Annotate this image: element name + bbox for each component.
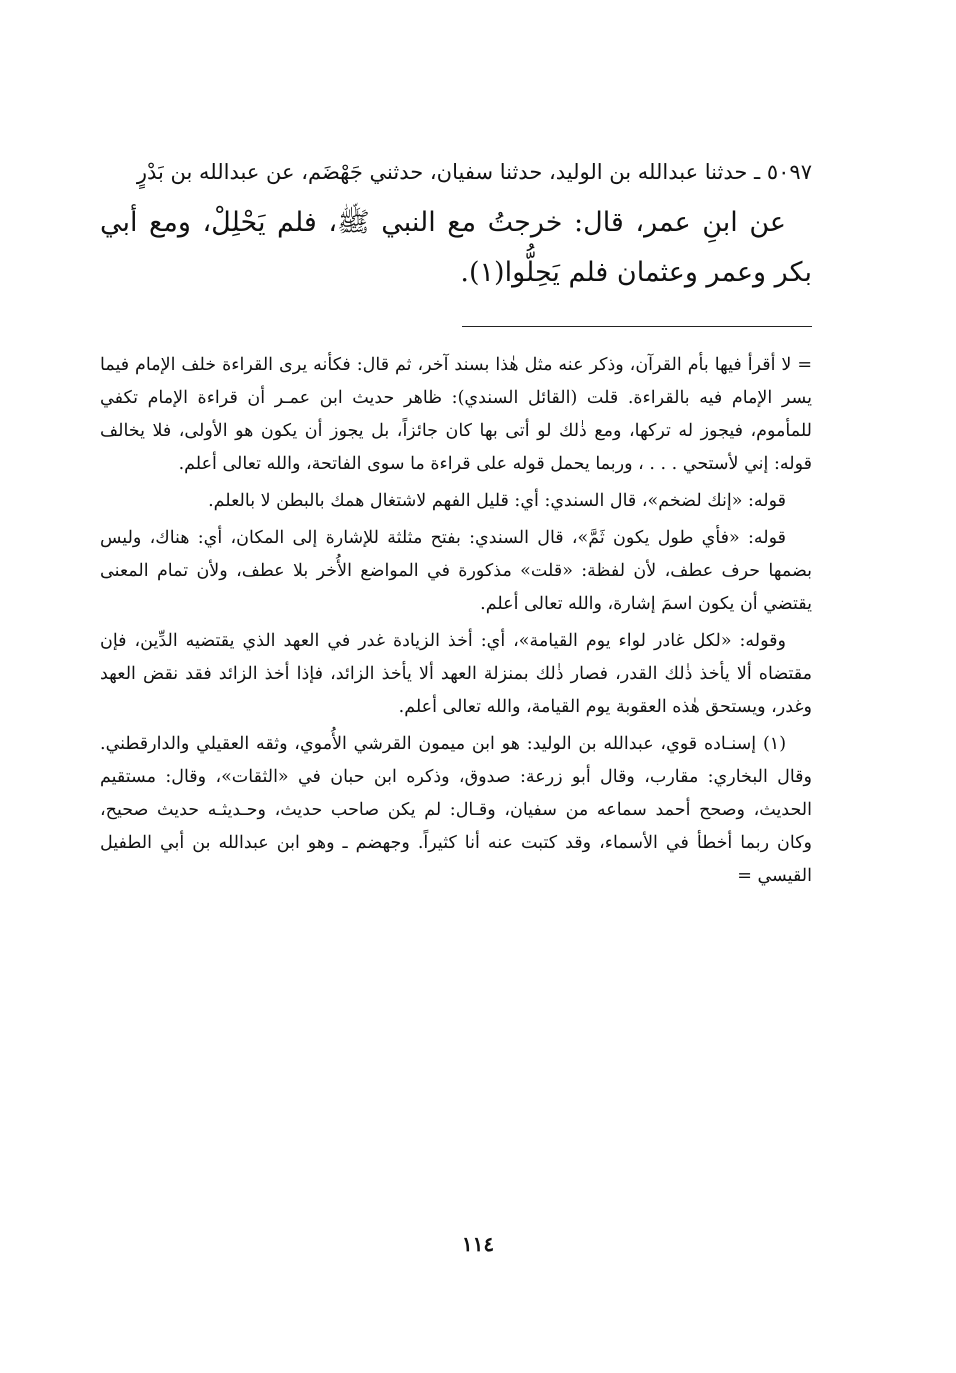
page-body <box>100 150 812 897</box>
footnote-comment: قوله: «فأي طول يكون ثَمَّ»، قال السندي: بفتح مثلثة للإشارة إلى المكان، أي: هناك، وليس بضمها حرف عطف، لأن لفظة: «قلت» مذكورة في المواضع الأُخر بلا عطف، ولأن تمام المعنى يقتضي أن يكون اسمَ إشارة، والله تعالى أعلم. <box>100 528 812 614</box>
hadith-isnad: ٥٠٩٧ ـ حدثنا عبدالله بن الوليد، حدثنا سفيان، حدثني جَهْضَم، عن عبدالله بن بَدْرٍ <box>136 160 812 184</box>
page-number: ١١٤ <box>461 1232 495 1256</box>
footnote-comment: قوله: «إنك لضخم»، قال السندي: أي: قليل الفهم لاشتغال همك بالبطن لا بالعلم. <box>208 491 786 511</box>
footnote-1: (١) إسنـاده قوي، عبدالله بن الوليد: هو ابن ميمون القرشي الأُموي، وثقه العقيلي والدارقطني. وقال البخاري: مقارب، وقال أبو زرعة: صدوق، وذكره ابن حبان في «الثقات»، وقال: مستقيم الحديث، وصحح أحمد سماعه من سفيان، وقـال: لم يكن صاحب حديث، وحـديثـه حديث صحيح، وكان ربما أخطأ في الأسماء، وقد كتبت عنه أنا كثيراً. وجهضم ـ وهو ابن عبدالله بن أبي الطفيل القيسي = <box>100 734 812 886</box>
footnote-separator <box>462 326 812 327</box>
footnote-continuation: = لا أقرأ فيها بأم القرآن، وذكر عنه مثل هٰذا بسند آخر، ثم قال: فكأنه يرى القراءة خلف الإمام فيما يسر الإمام فيه بالقراءة. قلت (القائل السندي): ظاهر حديث ابن عمـر أن قراءة الإمام تكفي للمأموم، فيجوز له تركها، ومع ذٰلك لو أتى بها كان جائزاً، بل يجوز أن يكون هو الأولى، فلا يخالف قوله: إني لأستحي . . . ، وربما يحمل قوله على قراءة ما سوى الفاتحة، والله تعالى أعلم. <box>100 355 812 474</box>
hadith-matn: عن ابنِ عمر، قال: خرجتُ مع النبي ﷺ، فلم يَحْلِلْ، ومع أبي بكر وعمر وعثمان فلم يَحِلُّوا(١). <box>100 207 812 288</box>
footnote-comment: وقوله: «لكل غادر لواء يوم القيامة»، أي: أخذ الزيادة غدر في العهد الذي يقتضيه الدِّين، فإن مقتضاه ألا يأخذ ذٰلك القدر، فصار ذٰلك بمنزلة العهد ألا يأخذ الزائد، فإذا أخذ الزائد فقد نقض العهد وغدر، ويستحق هٰذه العقوبة يوم القيامة، والله تعالى أعلم. <box>100 631 812 717</box>
